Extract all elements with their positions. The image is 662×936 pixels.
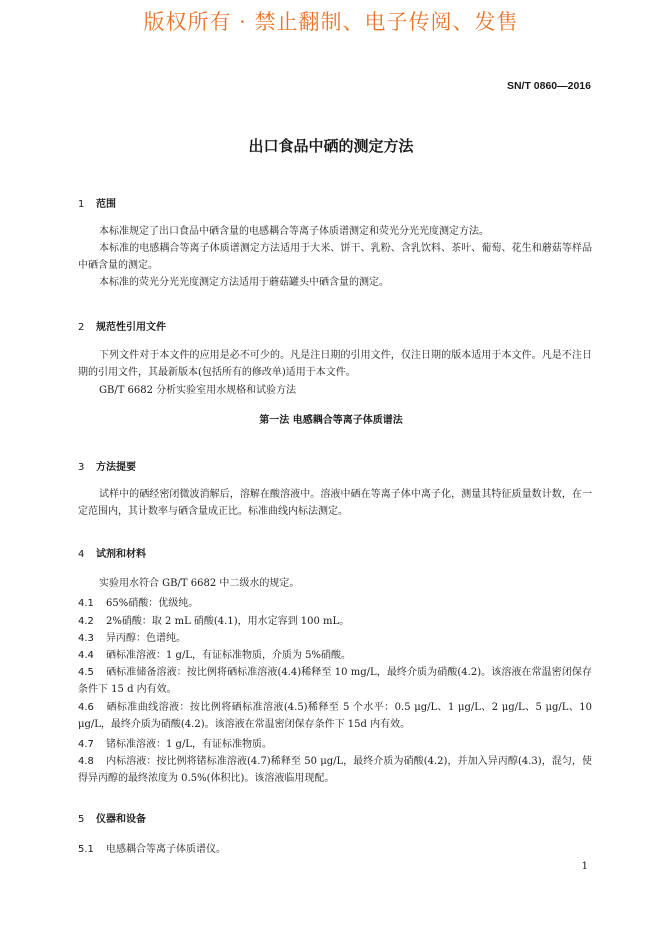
item-number: 4.3 <box>78 633 94 644</box>
standard-code: SN/T 0860—2016 <box>506 80 591 92</box>
method-one-heading: 第一法 电感耦合等离子体质谱法 <box>259 415 403 426</box>
section-number: 2 <box>78 322 85 333</box>
section-title: 范围 <box>96 199 116 210</box>
scope-paragraph-1: 本标准规定了出口食品中硒含量的电感耦合等离子体质谱测定和荧光分光光度测定方法。 <box>99 226 489 237</box>
section-title: 仪器和设备 <box>96 814 146 825</box>
item-number: 4.5 <box>78 667 94 678</box>
item-number: 4.2 <box>78 616 94 627</box>
item-text: 硒标准溶液：1 g/L，有证标准物质，介质为 5%硝酸。 <box>106 650 351 661</box>
page-number: 1 <box>581 861 588 872</box>
section-title: 试剂和材料 <box>96 549 146 560</box>
reagent-item <box>78 596 592 613</box>
reagent-item <box>78 700 592 733</box>
item-number: 4.8 <box>78 756 94 767</box>
reagent-item <box>78 648 592 665</box>
reagent-item <box>78 665 592 698</box>
item-text: 电感耦合等离子体质谱仪。 <box>106 844 226 855</box>
references-paragraph: 下列文件对于本文件的应用是必不可少的。凡是注日期的引用文件，仅注日期的版本适用于本文件。凡是不注日期的引用文件，其最新版本(包括所有的修改单)适用于本文件。 <box>78 350 592 378</box>
reagent-item <box>78 737 592 754</box>
section-heading-reagents <box>78 545 146 560</box>
item-text: 2%硝酸：取 2 mL 硝酸(4.1)，用水定容到 100 mL。 <box>106 616 350 627</box>
section-number: 1 <box>78 199 85 210</box>
item-text: 内标溶液：按比例将锗标准溶液(4.7)稀释至 50 μg/L，最终介质为硝酸(4.2)，并加入异丙醇(4.3)，混匀，使得异丙醇的最终浓度为 0.5%(体积比)。该溶液临用现配。 <box>78 756 592 784</box>
item-number: 4.1 <box>78 598 94 609</box>
item-number: 5.1 <box>78 844 94 855</box>
item-number: 4.7 <box>78 739 94 750</box>
document-title: 出口食品中硒的测定方法 <box>248 137 414 155</box>
principle-paragraph: 试样中的硒经密闭微波消解后，溶解在酸溶液中。溶液中硒在等离子体中离子化，测量其特征质量数计数，在一定范围内，其计数率与硒含量成正比。标准曲线内标法测定。 <box>78 489 592 517</box>
reagent-item <box>78 631 592 648</box>
scope-paragraph-2: 本标准的电感耦合等离子体质谱测定方法适用于大米、饼干、乳粉、含乳饮料、茶叶、葡萄、花生和蘑菇等样品中硒含量的测定。 <box>78 243 592 271</box>
item-text: 硒标准曲线溶液：按比例将硒标准溶液(4.5)稀释至 5 个水平：0.5 μg/L、1 μg/L、2 μg/L、5 μg/L、10 μg/L，最终介质为硝酸(4.2)。该溶液在常温密闭保存条件下 15d 内有效。 <box>78 702 592 730</box>
watermark: 版权所有 · 禁止翻制、电子传阅、发售 <box>143 10 519 34</box>
item-text: 锗标准溶液：1 g/L，有证标准物质。 <box>106 739 272 750</box>
item-text: 硒标准储备溶液：按比例将硒标准溶液(4.4)稀释至 10 mg/L，最终介质为硝酸(4.2)。该溶液在常温密闭保存条件下 15 d 内有效。 <box>78 667 592 695</box>
section-heading-principle <box>78 458 136 473</box>
reagent-item <box>78 754 592 787</box>
section-number: 3 <box>78 462 85 473</box>
reference-gbt6682: GB/T 6682 分析实验室用水规格和试验方法 <box>99 385 297 396</box>
section-heading-scope <box>78 195 116 210</box>
item-number: 4.6 <box>78 702 94 713</box>
item-text: 65%硝酸：优级纯。 <box>106 598 199 609</box>
item-number: 4.4 <box>78 650 94 661</box>
scope-paragraph-3: 本标准的荧光分光光度测定方法适用于蘑菇罐头中硒含量的测定。 <box>99 277 389 288</box>
section-number: 4 <box>78 549 85 560</box>
section-number: 5 <box>78 814 85 825</box>
apparatus-item <box>78 842 592 859</box>
section-title: 规范性引用文件 <box>96 322 166 333</box>
reagent-item <box>78 614 592 631</box>
section-heading-apparatus <box>78 810 146 825</box>
reagents-intro: 实验用水符合 GB/T 6682 中二级水的规定。 <box>99 578 300 589</box>
item-text: 异丙醇：色谱纯。 <box>106 633 186 644</box>
section-heading-normative-references <box>78 318 166 333</box>
section-title: 方法提要 <box>96 462 136 473</box>
